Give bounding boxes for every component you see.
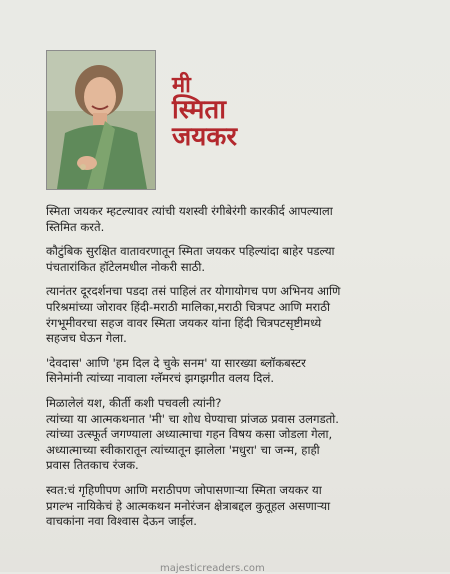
paragraph-line: वाचकांना नवा विश्वास देऊन जाईल. <box>46 514 197 529</box>
title-line-2: स्मिता <box>172 95 226 126</box>
paragraph-line: पंचतारांकित हॉटेलमधील नोकरी साठी. <box>46 259 206 274</box>
paragraph-line: प्रवास तितकाच रंजक. <box>46 458 139 473</box>
author-name-title <box>172 74 292 152</box>
author-photo <box>46 50 156 190</box>
paragraph-line: स्वत:चं गृहिणीपण आणि मराठीपण जोपासणाऱ्या स्मिता जयकर या <box>46 482 322 497</box>
paragraph-line: कौटुंबिक सुरक्षित वातावरणातून स्मिता जयकर पहिल्यांदा बाहेर पडल्या <box>46 244 335 259</box>
title-line-3: जयकर <box>172 122 237 153</box>
author-portrait-illustration <box>47 51 155 189</box>
paragraph-4 <box>46 356 424 387</box>
paragraph-line: स्तिमित करते. <box>46 219 105 234</box>
paragraph-line: रंगभूमीवरचा सहज वावर स्मिता जयकर यांना हिंदी चित्रपटसृष्टीमध्ये <box>46 315 322 330</box>
paragraph-line: मिळालेलं यश, कीर्ती कशी पचवली त्यांनी? <box>46 395 222 410</box>
footer-website: majesticreaders.com <box>160 563 265 574</box>
paragraph-line: त्यांच्या या आत्मकथनात 'मी' चा शोध घेण्याचा प्रांजळ प्रवास उलगडतो. <box>46 411 339 426</box>
paragraph-line: त्यानंतर दूरदर्शनचा पडदा तसं पाहिलं तर योगायोगच पण अभिनय आणि <box>46 284 341 299</box>
paragraph-6 <box>46 483 424 530</box>
paragraph-1 <box>46 204 424 235</box>
paragraph-line: परिश्रमांच्या जोरावर हिंदी-मराठी मालिका,मराठी चित्रपट आणि मराठी <box>46 299 331 314</box>
paragraph-line: 'देवदास' आणि 'हम दिल दे चुके सनम' या सारख्या ब्लॉकबस्टर <box>46 355 306 370</box>
paragraph-3 <box>46 284 424 346</box>
paragraph-line: सिनेमांनी त्यांच्या नावाला ग्लॅमरचं झगझगीत वलय दिलं. <box>46 371 275 386</box>
paragraph-line: प्रगल्भ नायिकेचं हे आत्मकथन मनोरंजन क्षेत्राबद्दल कुतूहल असणाऱ्या <box>46 498 331 513</box>
paragraph-2 <box>46 244 424 275</box>
paragraph-line: त्यांच्या उत्स्फूर्त जगण्याला अध्यात्माचा गहन विषय कसा जोडला गेला, <box>46 427 333 442</box>
blurb-text <box>46 204 424 539</box>
title-line-1: मी <box>172 73 191 98</box>
paragraph-line: स्मिता जयकर म्हटल्यावर त्यांची यशस्वी रंगीबेरंगी कारकीर्द आपल्याला <box>46 204 333 218</box>
paragraph-5 <box>46 396 424 474</box>
paragraph-line: सहजच घेऊन गेला. <box>46 331 127 346</box>
paragraph-line: अध्यात्माच्या स्वीकारातून त्यांच्यातून झालेला 'मधुरा' चा जन्म, हाही <box>46 442 320 457</box>
